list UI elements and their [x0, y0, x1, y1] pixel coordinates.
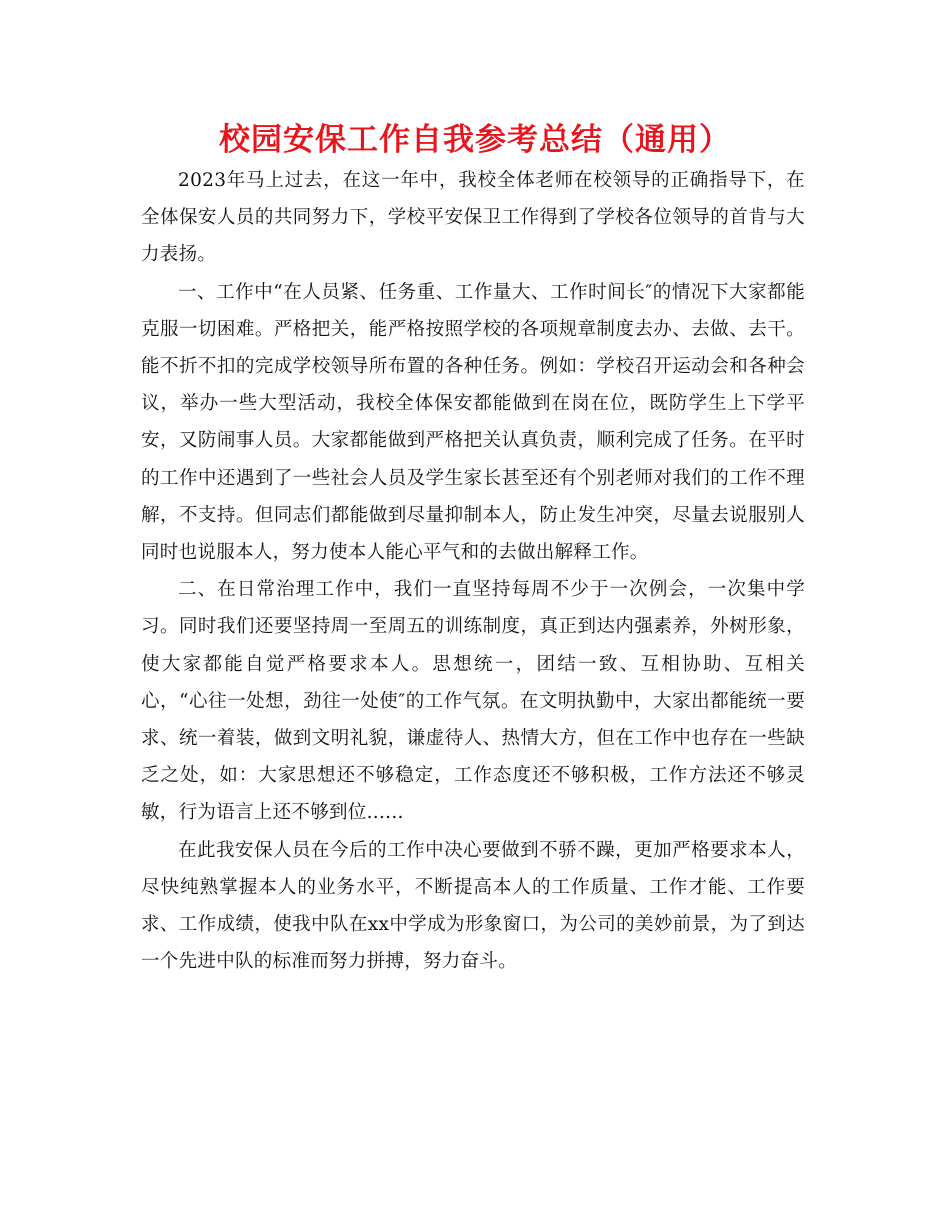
paragraph-conclusion: 在此我安保人员在今后的工作中决心要做到不骄不躁，更加严格要求本人，尽快纯熟掌握本人的业务水平，不断提高本人的工作质量、工作才能、工作要求、工作成绩，使我中队在xx中学成为形象窗口，为公司的美妙前景，为了到达一个先进中队的标准而努力拼搏，努力奋斗。: [141, 839, 805, 973]
paragraph-intro: 2023年马上过去，在这一年中，我校全体老师在校领导的正确指导下，在全体保安人员的共同努力下，学校平安保卫工作得到了学校各位领导的首肯与大力表扬。: [141, 170, 805, 266]
paragraph-section-2: 二、在日常治理工作中，我们一直坚持每周不少于一次例会，一次集中学习。同时我们还要坚持周一至周五的训练制度，真正到达内强素养，外树形象，使大家都能自觉严格要求本人。思想统一，团结一致、互相协助、互相关心，“心往一处想，劲往一处使″的工作气氛。在文明执勤中，大家出都能统一要求、统一着装，做到文明礼貌，谦虚待人、热情大方，但在工作中也存在一些缺乏之处，如：大家思想还不够稳定，工作态度还不够积极，工作方法还不够灵敏，行为语言上还不够到位......: [141, 579, 805, 824]
document-body: [141, 162, 805, 980]
paragraph-section-1: 一、工作中“在人员紧、任务重、工作量大、工作时间长″的情况下大家都能克服一切困难。严格把关，能严格按照学校的各项规章制度去办、去做、去干。能不折不扣的完成学校领导所布置的各种任务。例如：学校召开运动会和各种会议，举办一些大型活动，我校全体保安都能做到在岗在位，既防学生上下学平安，又防闹事人员。大家都能做到严格把关认真负责，顺利完成了任务。在平时的工作中还遇到了一些社会人员及学生家长甚至还有个别老师对我们的工作不理解，不支持。但同志们都能做到尽量抑制本人，防止发生冲突，尽量去说服别人同时也说服本人，努力使本人能心平气和的去做出解释工作。: [141, 281, 805, 564]
document-title: 校园安保工作自我参考总结（通用）: [219, 122, 731, 158]
